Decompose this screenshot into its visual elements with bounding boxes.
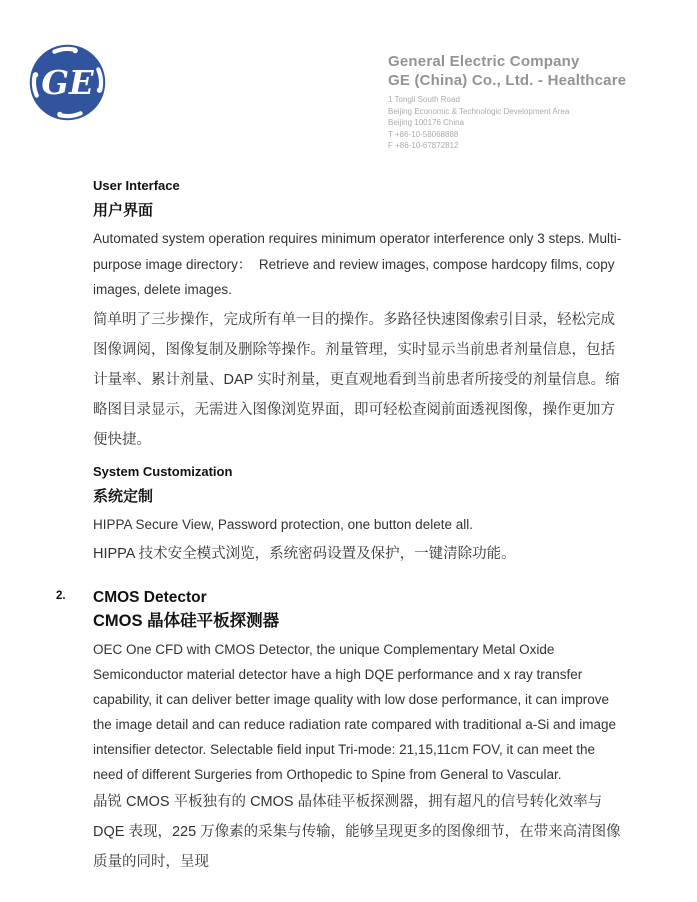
ge-logo bbox=[29, 44, 106, 121]
address-city: Beijing 100176 China bbox=[388, 118, 465, 127]
list-item-number: 2. bbox=[56, 590, 66, 602]
address-street: 1 Tongli South Road bbox=[388, 95, 460, 104]
company-address bbox=[388, 94, 688, 152]
phone-number: T +86-10-58068888 bbox=[388, 129, 459, 139]
system-customization-heading-en: System Customization bbox=[93, 463, 233, 479]
address-area: Beijing Economic & Technologic Development Area bbox=[388, 106, 570, 116]
section-user-interface bbox=[93, 178, 623, 455]
system-customization-paragraph-zh: HIPPA 技术安全模式浏览，系统密码设置及保护，一键清除功能。 bbox=[93, 546, 516, 562]
system-customization-heading-zh: 系统定制 bbox=[93, 487, 154, 505]
company-name-line2: GE (China) Co., Ltd. - Healthcare bbox=[388, 72, 627, 89]
user-interface-heading-zh: 用户界面 bbox=[93, 202, 154, 219]
user-interface-heading-en: User Interface bbox=[93, 178, 180, 193]
ge-monogram-icon bbox=[29, 44, 106, 121]
cmos-detector-paragraph-en: OEC One CFD with CMOS Detector, the unique Complementary Metal Oxide Semiconductor material detector have a high DQE performance and x ray transfer capability, it can deliver better image quality with low dose performance, it can improve the image detail and can reduce radiation rate compared with traditional a-Si and image intensifier detector. Selectable field input Tri-mode: 21,15,11cm FOV, it can meet the need of different Surgeries from Orthopedic to Spine from General to Vascular. bbox=[93, 642, 620, 782]
cmos-detector-paragraph-zh: 晶锐 CMOS 平板独有的 CMOS 晶体硅平板探测器，拥有超凡的信号转化效率与 DQE 表现，225 万像素的采集与传输，能够呈现更多的图像细节，在带来高清图像质量的同时，呈现 bbox=[93, 794, 621, 870]
user-interface-paragraph-zh: 简单明了三步操作，完成所有单一目的操作。多路径快速图像索引目录，轻松完成图像调阅，图像复制及删除等操作。剂量管理，实时显示当前患者剂量信息，包括计量率、累计剂量、DAP 实时剂量，更直观地看到当前患者所接受的剂量信息。缩略图目录显示，无需进入图像浏览界面，即可轻松查阅前面透视图像，操作更加方便快捷。 bbox=[93, 311, 620, 448]
fax-number: F +86-10-67872812 bbox=[388, 141, 459, 150]
user-interface-paragraph-en: Automated system operation requires minimum operator interference only 3 steps. Multi-purpose image directory： Retrieve and review images, compose hardcopy films, copy images, delete images. bbox=[93, 231, 622, 297]
system-customization-paragraph-en: HIPPA Secure View, Password protection, one button delete all. bbox=[93, 516, 473, 532]
company-name-line1: General Electric Company bbox=[388, 53, 580, 70]
cmos-detector-heading-en: CMOS Detector bbox=[93, 589, 207, 606]
svg-text:GE: GE bbox=[41, 64, 94, 103]
cmos-detector-heading-zh: CMOS 晶体硅平板探测器 bbox=[93, 612, 280, 630]
document-body bbox=[56, 170, 623, 877]
section-system-customization bbox=[93, 464, 623, 570]
section-cmos-detector bbox=[56, 588, 623, 877]
letterhead-company-block bbox=[388, 52, 688, 152]
